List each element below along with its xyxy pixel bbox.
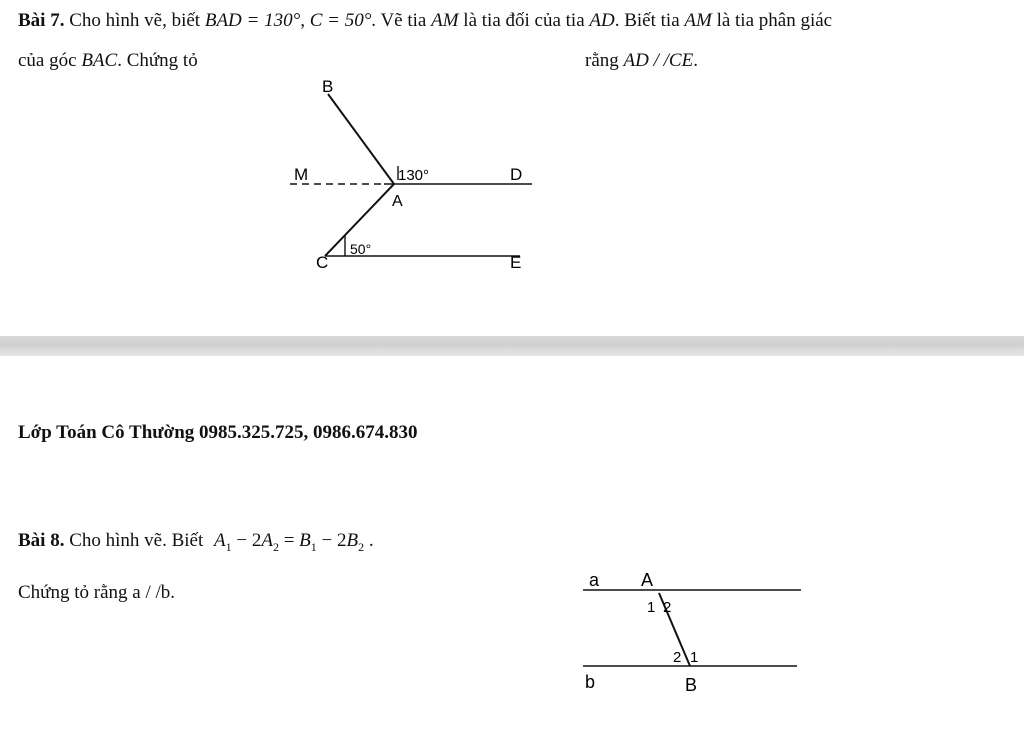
label-c: C: [316, 253, 329, 272]
label-130: 130°: [398, 167, 430, 184]
bai8-line1: [18, 530, 374, 555]
label-e: E: [510, 253, 522, 272]
expr-a-sub2: 2: [272, 539, 279, 554]
page-separator: [0, 336, 1024, 356]
bai7-line2-a: của góc: [18, 50, 77, 71]
label-d: D: [510, 165, 523, 184]
label-line-a: a: [589, 570, 600, 590]
label-50: 50°: [350, 241, 372, 257]
expr-a2: A: [261, 530, 273, 551]
expr-minus-2: − 2: [316, 530, 347, 551]
line-b-to-c: [330, 96, 354, 258]
expr-minus-1: − 2: [231, 530, 262, 551]
bai7-ray-am-1: AM: [431, 10, 459, 31]
bai7-angle-bac: BAC: [81, 50, 118, 71]
expr-b: B: [299, 530, 311, 551]
bai7-label: Bài 7.: [18, 10, 65, 31]
label-point-a: A: [641, 570, 654, 590]
bai7-text-d: . Biết tia: [614, 10, 680, 31]
bai7-line2-d: .: [693, 50, 698, 71]
bai8-conclusion: a / /b: [132, 582, 171, 603]
label-line-b: b: [585, 672, 596, 692]
bai7-text-b: . Vẽ tia: [371, 10, 427, 31]
bai7-text-c: là tia đối của tia: [463, 10, 585, 31]
label-b: B: [322, 77, 334, 96]
expr-a-sub1: 1: [225, 539, 232, 554]
expr-equals: =: [278, 530, 300, 551]
bai7-line2-c: rằng: [585, 50, 619, 71]
expr-b-sub1: 1: [310, 539, 317, 554]
bai7-ray-am-2: AM: [684, 10, 712, 31]
label-a-angle-1: 1: [647, 599, 656, 616]
bai7-line2-right: [585, 50, 698, 72]
bai7-line2-b: . Chứng tỏ: [117, 50, 198, 71]
bai7-line1: [18, 10, 832, 32]
bai8-prove: Chứng tỏ rằng: [18, 582, 128, 603]
bai8-expression: [214, 530, 374, 554]
label-b-angle-2: 2: [673, 649, 682, 666]
contact-line: Lớp Toán Cô Thường 0985.325.725, 0986.674.830: [18, 422, 418, 443]
expr-end: .: [364, 530, 374, 551]
bai8-line2: [18, 582, 175, 604]
bai7-text-a: Cho hình vẽ, biết: [69, 10, 201, 31]
bai8-label: Bài 8.: [18, 530, 65, 551]
bai7-text-e: là tia phân giác: [716, 10, 833, 31]
segment-ba: [328, 94, 394, 184]
bai7-figure: [270, 70, 570, 280]
bai8-figure: [575, 560, 815, 710]
label-m: M: [294, 165, 309, 184]
label-a-angle-2: 2: [663, 599, 672, 616]
expr-a: A: [214, 530, 226, 551]
bai8-text-a: Cho hình vẽ. Biết: [69, 530, 204, 551]
expr-b-sub2: 2: [358, 539, 365, 554]
bai7-conclusion: AD / /CE: [623, 50, 694, 71]
bai8-conclusion-end: .: [170, 582, 176, 603]
label-point-b: B: [685, 675, 698, 695]
label-b-angle-1: 1: [690, 649, 699, 666]
label-a: A: [392, 193, 403, 210]
bai7-ray-ad: AD: [589, 10, 615, 31]
expr-b2: B: [346, 530, 359, 551]
bai7-line2-left: [18, 50, 198, 72]
bai7-given-angles: BAD = 130°, C = 50°: [204, 10, 372, 31]
